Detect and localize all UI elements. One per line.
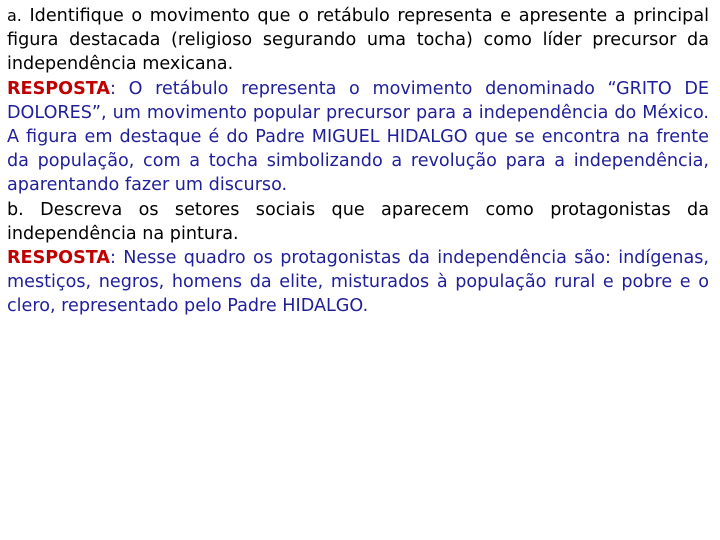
answer-b-label: RESPOSTA bbox=[7, 248, 111, 269]
question-a bbox=[7, 4, 709, 77]
answer-a bbox=[7, 77, 709, 198]
question-a-text: Identifique o movimento que o retábulo representa e apresente a principal figura destacada (religioso segurando uma tocha) como líder precursor da independência mexicana. bbox=[7, 6, 709, 75]
question-a-label: a. bbox=[7, 6, 22, 25]
question-b-label: b. bbox=[7, 199, 24, 220]
answer-a-label: RESPOSTA bbox=[7, 78, 111, 99]
answer-b bbox=[7, 246, 709, 319]
slide-content bbox=[7, 4, 709, 319]
question-b-text: Descreva os setores sociais que aparecem como protagonistas da independência na pintura. bbox=[7, 199, 709, 244]
answer-b-text: : Nesse quadro os protagonistas da independência são: indígenas, mestiços, negros, homens da elite, misturados à população rural e pobre e o clero, representado pelo Padre HIDALGO. bbox=[7, 248, 709, 317]
question-b bbox=[7, 198, 709, 246]
answer-a-text: : O retábulo representa o movimento denominado “GRITO DE DOLORES”, um movimento popular precursor para a independência do México. A figura em destaque é do Padre MIGUEL HIDALGO que se encontra na frente da população, com a tocha simbolizando a revolução para a independência, aparentando fazer um discurso. bbox=[7, 78, 709, 196]
